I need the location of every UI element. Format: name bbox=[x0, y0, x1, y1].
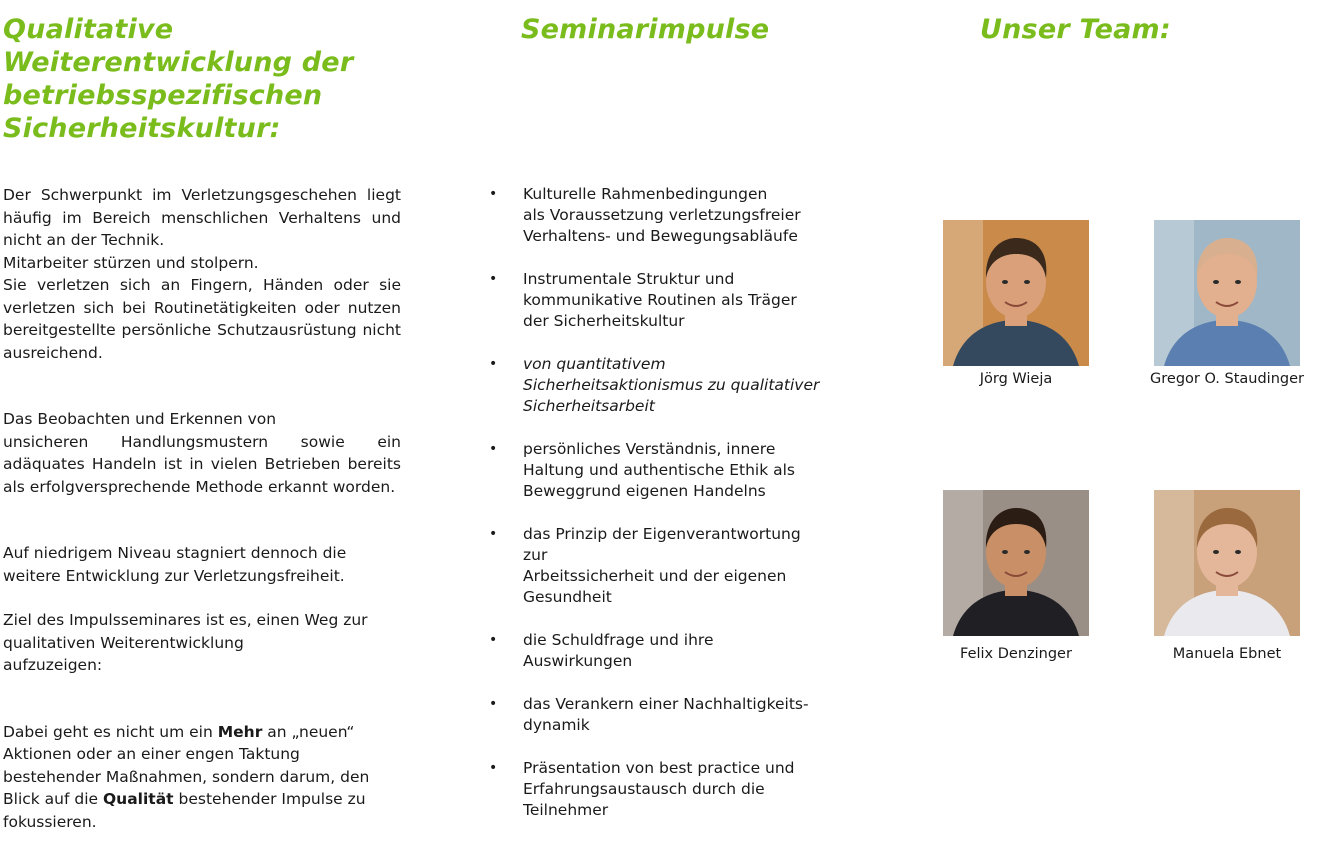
team-member-name: Jörg Wieja bbox=[979, 371, 1053, 387]
intro-text-column bbox=[3, 184, 401, 833]
bullet-icon: • bbox=[489, 271, 498, 287]
paragraph-qualitaet bbox=[3, 721, 401, 834]
bullet-text: die Schuldfrage und ihre Auswirkungen bbox=[523, 631, 714, 670]
team-photo bbox=[943, 490, 1089, 636]
team-member-name: Manuela Ebnet bbox=[1172, 646, 1282, 662]
list-item bbox=[489, 269, 869, 332]
paragraph-verletzungsgeschehen: Der Schwerpunkt im Verletzungsgeschehen liegt häufig im Bereich menschlichen Verhaltens und nicht an der Technik. bbox=[3, 186, 401, 249]
bullet-icon: • bbox=[489, 632, 498, 648]
bullet-icon: • bbox=[489, 441, 498, 457]
bold-mehr: Mehr bbox=[217, 722, 263, 741]
text-run: Dabei geht es nicht um ein bbox=[3, 722, 218, 741]
portrait-icon bbox=[943, 490, 1089, 636]
bullet-icon: • bbox=[489, 186, 498, 202]
bullet-icon: • bbox=[489, 696, 498, 712]
paragraph-beobachten-line2: unsicheren Handlungsmustern sowie ein adäquates Handeln ist in vielen Betrieben bereits als erfolgversprechende Methode erkannt worden. bbox=[3, 432, 401, 496]
bullet-text: persönliches Verständnis, innere Haltung und authentische Ethik als Beweggrund eigenen Handelns bbox=[523, 440, 795, 500]
bullet-text: Präsentation von best practice und Erfahrungsaustausch durch die Teilnehmer bbox=[523, 759, 795, 819]
paragraph-ziel-end: aufzuzeigen: bbox=[3, 656, 103, 674]
paragraph-niveau: Auf niedrigem Niveau stagniert dennoch die weitere Entwicklung zur Verletzungsfreiheit. bbox=[3, 544, 347, 585]
bullet-icon: • bbox=[489, 760, 498, 776]
team-photo bbox=[943, 220, 1089, 366]
team-member-name: Felix Denzinger bbox=[960, 646, 1072, 662]
paragraph-verletzungen: Sie verletzen sich an Fingern, Händen oder sie verletzen sich bei Routinetätigkeiten oder nutzen bereitgestellte persönliche Schutzausrüstung nicht ausreichend. bbox=[3, 276, 401, 362]
bullet-text: das Prinzip der Eigenverantwortung zur Arbeitssicherheit und der eigenen Gesundheit bbox=[523, 525, 801, 606]
list-item bbox=[489, 354, 869, 417]
paragraph-stolpern: Mitarbeiter stürzen und stolpern. bbox=[3, 253, 259, 272]
portrait-icon bbox=[1154, 220, 1300, 366]
bullet-icon: • bbox=[489, 526, 498, 542]
bullet-icon: • bbox=[489, 356, 498, 372]
portrait-icon bbox=[1154, 490, 1300, 636]
paragraph-ziel: Ziel des Impulsseminares ist es, einen Weg zur qualitativen Weiterentwicklung bbox=[3, 611, 368, 652]
paragraph-beobachten-line1: Das Beobachten und Erkennen von bbox=[3, 410, 277, 428]
team-photo bbox=[1154, 220, 1300, 366]
bold-qualitaet: Qualität bbox=[103, 790, 174, 808]
list-item bbox=[489, 694, 869, 736]
list-item bbox=[489, 758, 869, 821]
team-photo bbox=[1154, 490, 1300, 636]
text-run: an „neuen“ Aktionen oder an einer engen Taktung bestehender Maßnahmen, sondern darum, den Blick auf die bbox=[3, 722, 370, 808]
team-member-name: Gregor O. Staudinger bbox=[1150, 371, 1304, 387]
section-title-sicherheitskultur: Qualitative Weiterentwicklung der betriebsspezifischen Sicherheitskultur: bbox=[3, 14, 354, 144]
bullet-text: Kulturelle Rahmenbedingungen als Voraussetzung verletzungsfreier Verhaltens- und Bewegungsabläufe bbox=[523, 185, 801, 245]
portrait-icon bbox=[943, 220, 1089, 366]
section-title-seminarimpulse: Seminarimpulse bbox=[521, 14, 770, 45]
bullet-text: von quantitativem Sicherheitsaktionismus zu qualitativer Sicherheitsarbeit bbox=[523, 355, 820, 415]
bullet-text: das Verankern einer Nachhaltigkeits- dynamik bbox=[523, 695, 809, 734]
text-run: bestehender Impulse zu fokussieren. bbox=[3, 790, 366, 831]
list-item bbox=[489, 184, 869, 247]
list-item bbox=[489, 630, 869, 672]
bullet-text: Instrumentale Struktur und kommunikative Routinen als Träger der Sicherheitskultur bbox=[523, 270, 797, 330]
seminar-bullet-column bbox=[489, 184, 869, 843]
bullet-list bbox=[489, 184, 869, 821]
list-item bbox=[489, 524, 869, 608]
section-title-team: Unser Team: bbox=[980, 14, 1171, 45]
list-item bbox=[489, 439, 869, 502]
